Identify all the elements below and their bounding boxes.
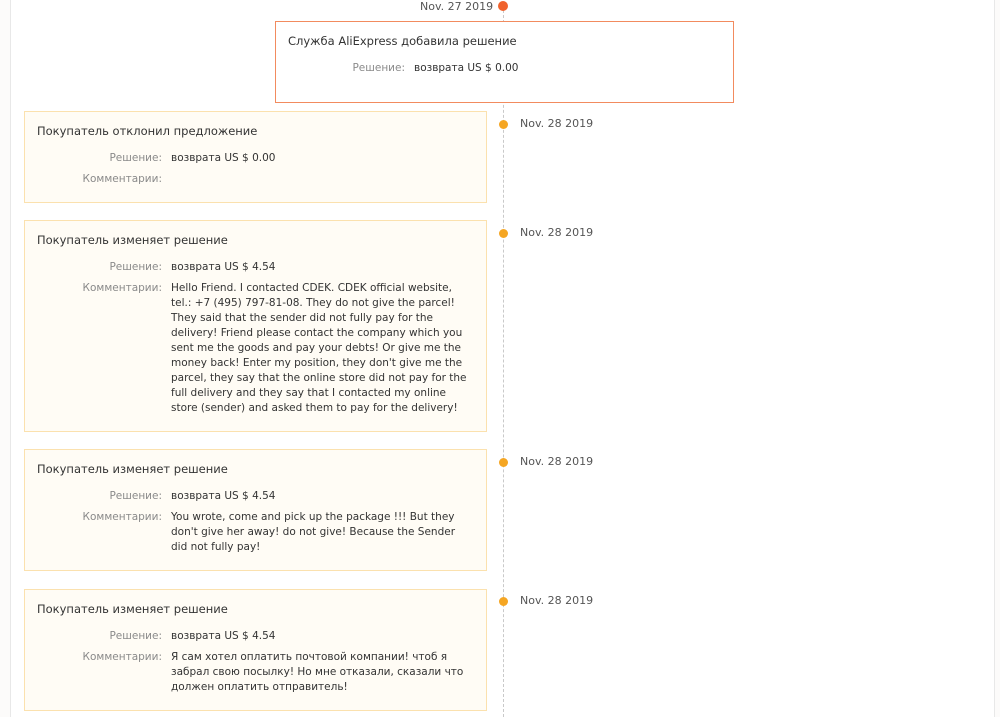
- row-value: возврата US $ 0.00: [414, 62, 519, 74]
- card-row: [37, 629, 474, 644]
- row-label: Комментарии:: [82, 651, 162, 663]
- row-value: You wrote, come and pick up the package !!! But they don't give her away! do not give! Because the Sender did not fully pay!: [171, 511, 456, 553]
- timeline-date: Nov. 28 2019: [520, 226, 594, 239]
- row-value: Я сам хотел оплатить почтовой компании! чтоб я забрал свою посылку! Но мне отказали, сказали что должен оплатить отправитель!: [171, 651, 464, 693]
- card-title: Покупатель изменяет решение: [37, 602, 228, 616]
- timeline-dot: [498, 1, 508, 11]
- timeline-card: [24, 449, 487, 571]
- card-title: Покупатель изменяет решение: [37, 233, 228, 247]
- row-label: Решение:: [109, 152, 162, 164]
- timeline-date: Nov. 27 2019: [420, 0, 494, 13]
- card-title: Покупатель отклонил предложение: [37, 124, 258, 138]
- timeline-date: Nov. 28 2019: [520, 594, 594, 607]
- card-row: [37, 151, 474, 166]
- timeline-card: [24, 589, 487, 711]
- card-row: [288, 61, 721, 76]
- row-value: возврата US $ 0.00: [171, 152, 276, 164]
- card-row: [37, 260, 474, 275]
- card-title: Покупатель изменяет решение: [37, 462, 228, 476]
- card-title: Служба AliExpress добавила решение: [288, 34, 517, 48]
- row-value: возврата US $ 4.54: [171, 490, 276, 502]
- row-value: возврата US $ 4.54: [171, 630, 276, 642]
- row-value: Hello Friend. I contacted CDEK. CDEK official website, tel.: +7 (495) 797-81-08. They do not give the parcel! They said that the sender did not fully pay for the delivery! Friend please contact the company which you sent me the goods and pay your debts! Or give me the money back! Enter my position, they don't give me the parcel, they say that the online store did not pay for the full delivery and they say that I contacted my online store (sender) and asked them to pay for the delivery!: [171, 282, 467, 414]
- timeline-card: [24, 111, 487, 203]
- timeline-card: [275, 21, 734, 103]
- timeline-dot: [499, 120, 508, 129]
- row-label: Комментарии:: [82, 511, 162, 523]
- card-row: [37, 510, 474, 555]
- card-row: [37, 281, 474, 416]
- card-row: [37, 650, 474, 695]
- timeline-line: [503, 10, 504, 717]
- row-label: Решение:: [352, 62, 405, 74]
- timeline-date: Nov. 28 2019: [520, 117, 594, 130]
- row-label: Решение:: [109, 630, 162, 642]
- row-value: [171, 172, 474, 187]
- row-label: Решение:: [109, 490, 162, 502]
- timeline-card: [24, 220, 487, 432]
- timeline-dot: [499, 597, 508, 606]
- row-value: возврата US $ 4.54: [171, 261, 276, 273]
- row-label: Комментарии:: [82, 282, 162, 294]
- timeline-dot: [499, 458, 508, 467]
- row-label: Решение:: [109, 261, 162, 273]
- card-row: [37, 172, 474, 187]
- row-label: Комментарии:: [82, 173, 162, 185]
- card-row: [37, 489, 474, 504]
- timeline-date: Nov. 28 2019: [520, 455, 594, 468]
- timeline-dot: [499, 229, 508, 238]
